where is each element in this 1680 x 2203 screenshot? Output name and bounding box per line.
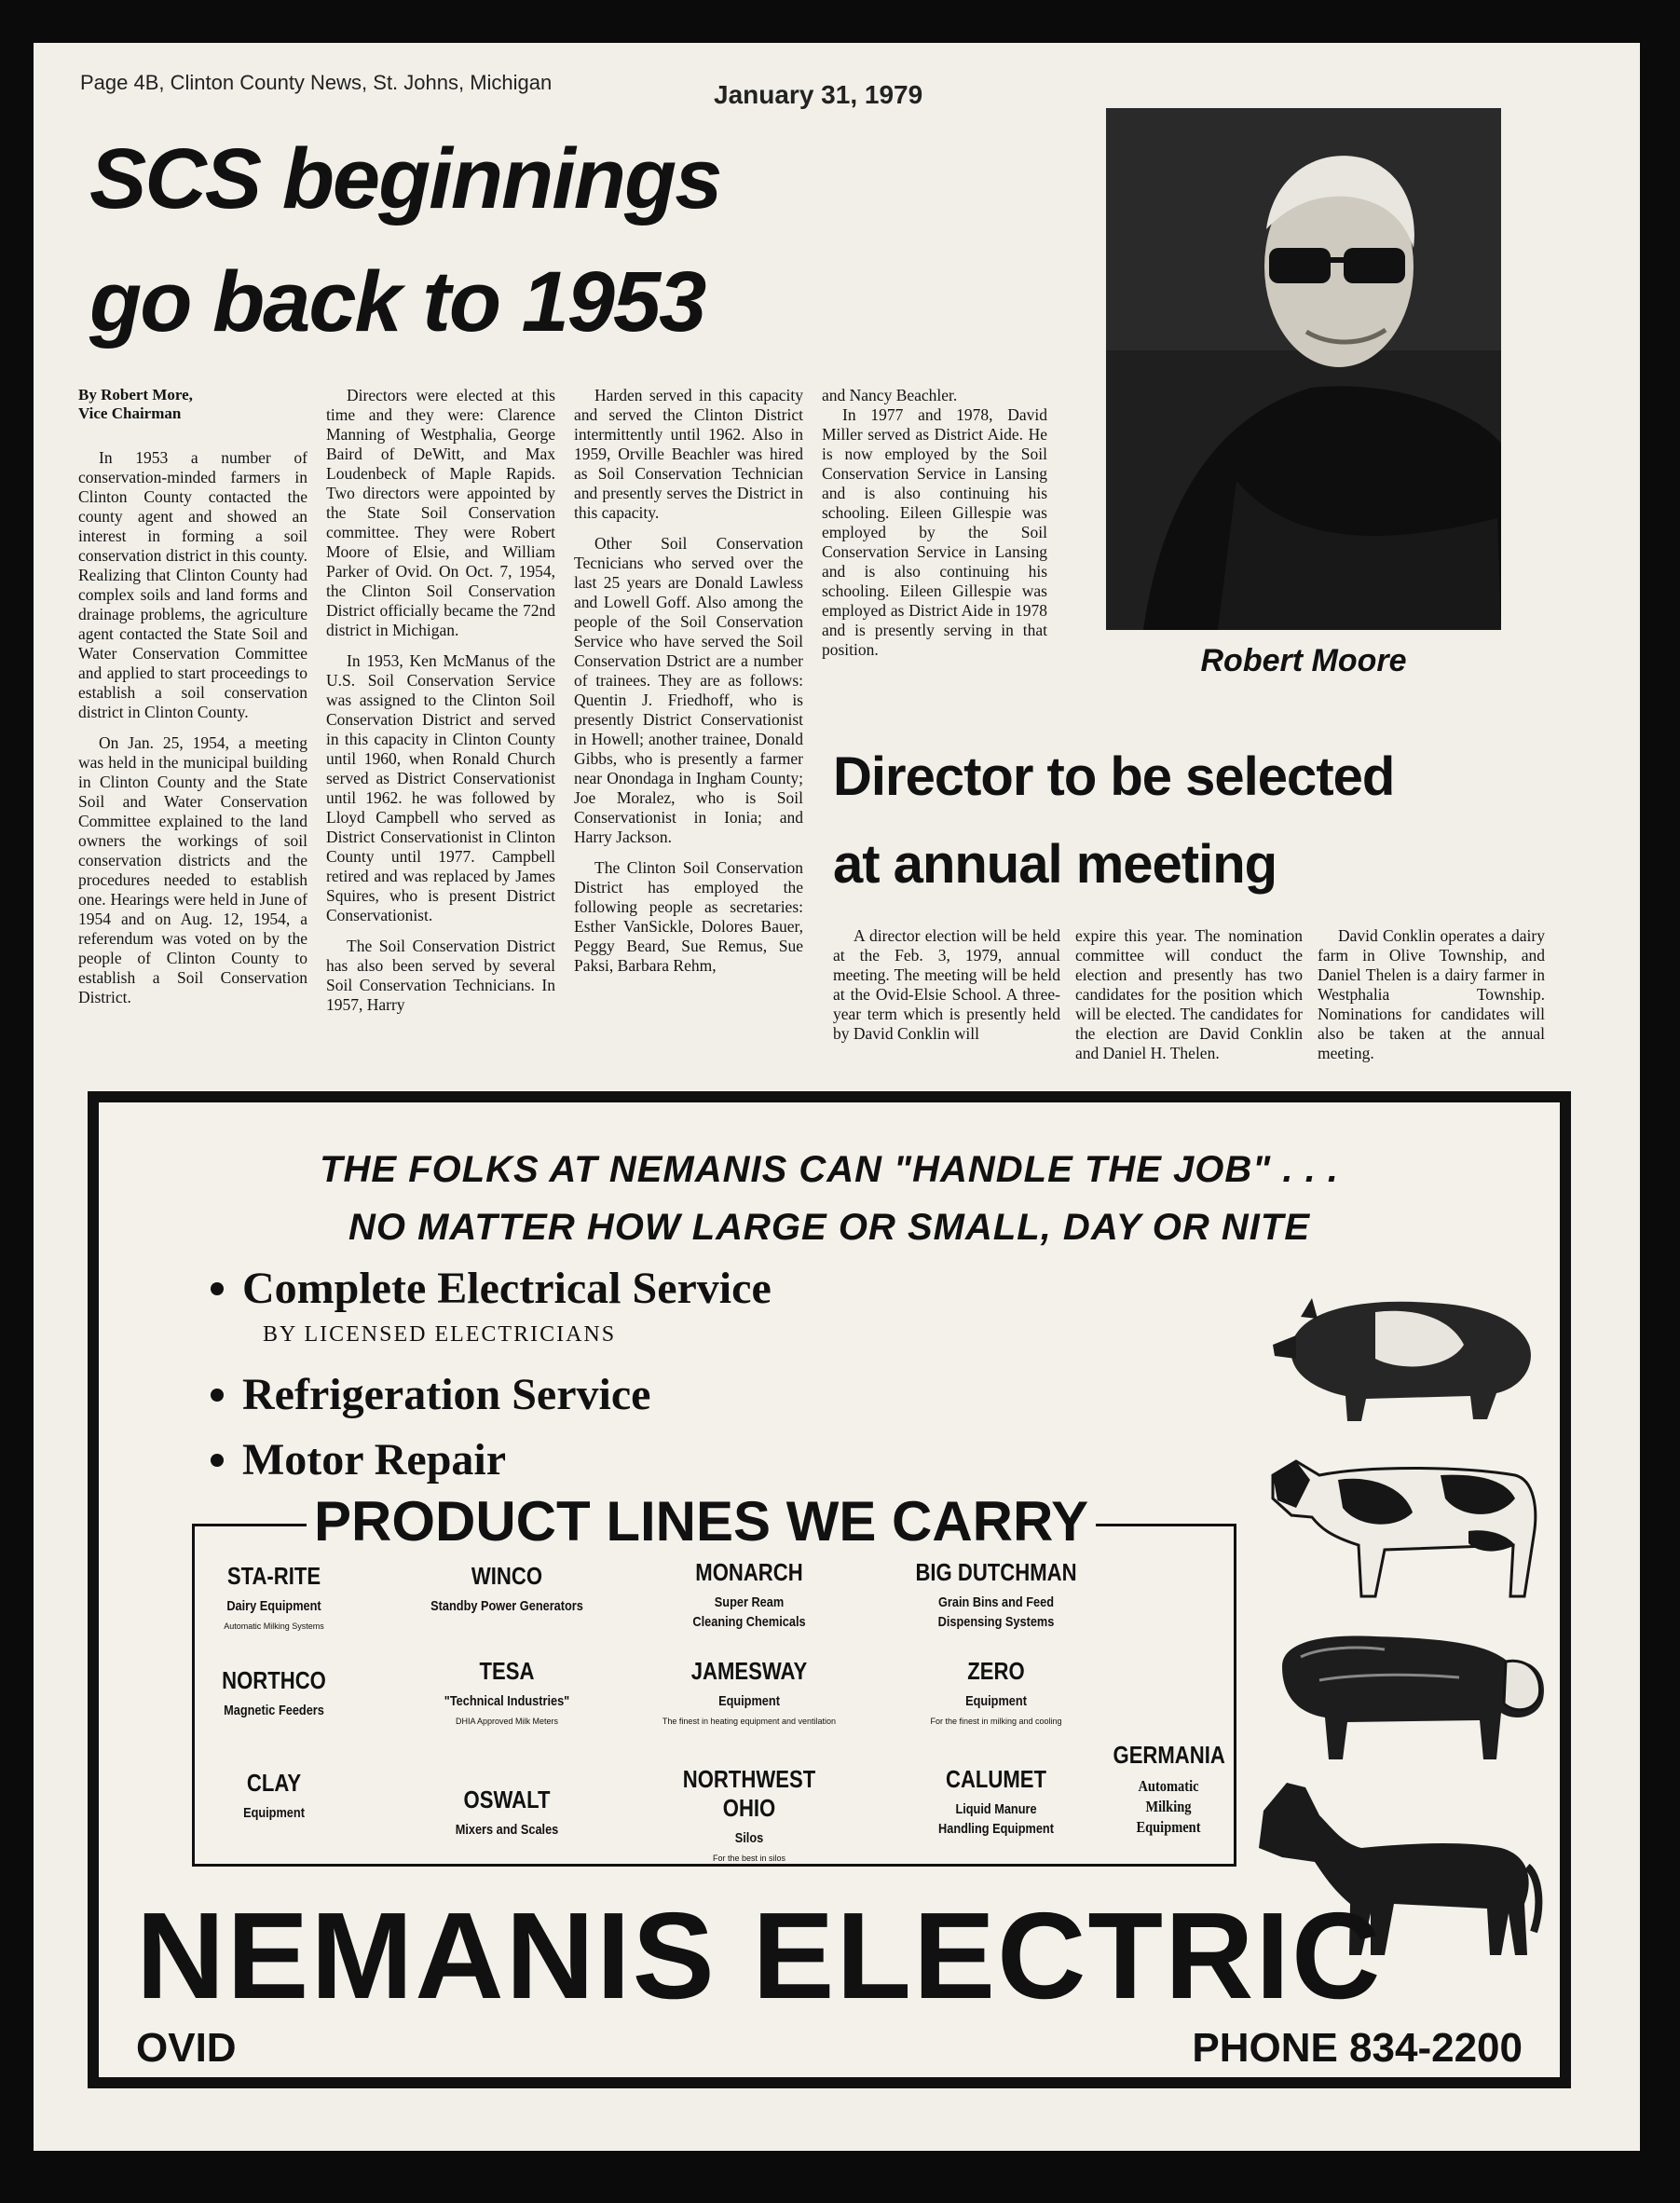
brand-tesa: TESA "Technical Industries" DHIA Approved Milk Meters xyxy=(444,1657,570,1726)
company-town: OVID xyxy=(136,2025,237,2071)
company-name: NEMANIS ELECTRIC xyxy=(136,1887,1383,2024)
product-lines-title: PRODUCT LINES WE CARRY xyxy=(307,1489,1096,1553)
bullet-icon xyxy=(211,1454,224,1467)
paragraph: In 1977 and 1978, David Miller served as District Aide. He is now employed by the Soil Conservation Service in Lansing and is also continuing his schooling. Eileen Gillespie was employed by the Soil Conservation Service in Lansing and is also continuing his schooling. Eileen Gillespie was employed as District Aide in 1978 and is presently serving in that position. xyxy=(822,405,1047,659)
portrait-photo xyxy=(1106,108,1501,630)
page-folio: Page 4B, Clinton County News, St. Johns, Michigan xyxy=(80,71,553,94)
article-column-4 xyxy=(822,386,1047,660)
brand-germania: GERMANIA Automatic Milking Equipment xyxy=(1113,1741,1225,1836)
article-column-1 xyxy=(78,386,307,1007)
brand-clay: CLAY Equipment xyxy=(243,1769,305,1821)
bullet-icon xyxy=(211,1389,224,1402)
paragraph: The Clinton Soil Conservation District has employed the following people as secretaries: Esther VanSickle, Dolores Bauer, Peggy Beard, Sue Remus, Sue Paksi, Barbara Rehm, xyxy=(574,858,803,975)
cow-illustration xyxy=(1254,1443,1552,1601)
newspaper-page xyxy=(34,43,1640,2151)
paragraph: Directors were elected at this time and they were: Clarence Manning of Westphalia, George Baird of DeWitt, and Max Loudenbeck of Maple Rapids. Two directors were appointed by the State Soil Conservation committee. They were Robert Moore of Elsie, and William Parker of Ovid. On Oct. 7, 1954, the Clinton Soil Conservation District officially became the 72nd district in Michigan. xyxy=(326,386,555,639)
brand-zero: ZERO Equipment For the finest in milking and cooling xyxy=(930,1657,1062,1726)
bullet-icon xyxy=(211,1282,224,1295)
photo-caption: Robert Moore xyxy=(1200,643,1407,678)
product-lines-box xyxy=(192,1490,1236,1867)
paragraph: A director election will be held at the Feb. 3, 1979, annual meeting. The meeting will be held at the Ovid-Elsie School. A three-year term which is presently held by David Conklin will xyxy=(833,926,1060,1043)
nemanis-electric-advertisement xyxy=(88,1091,1571,2088)
paragraph: and Nancy Beachler. xyxy=(822,386,958,404)
brand-monarch: MONARCH Super Ream Cleaning Chemicals xyxy=(692,1558,806,1630)
page-date: January 31, 1979 xyxy=(714,80,923,109)
company-phone: PHONE 834-2200 xyxy=(1192,2025,1523,2071)
ad-headline-2: NO MATTER HOW LARGE OR SMALL, DAY OR NITE xyxy=(348,1207,1311,1248)
service-electrical: Complete Electrical Service xyxy=(211,1263,772,1314)
paragraph: In 1953, Ken McManus of the U.S. Soil Conservation Service was assigned to the Clinton Soil Conservation District and served in this capacity in Clinton County until 1960, when Ronald Church served as District Conservationist until 1962. he was followed by Lloyd Campbell who served as District Conservationist in Clinton County until 1977. Campbell retired and was replaced by James Squires, who is present District Conservationist. xyxy=(326,651,555,924)
article2-column-2 xyxy=(1075,926,1303,1063)
paragraph: In 1953 a number of conservation-minded farmers in Clinton County contacted the county agent and showed an interest in forming a soil conservation district in this county. Realizing that Clinton County had complex soils and land forms and drainage problems, the agriculture agent contacted the State Soil and Water Conservation Committee and applied to start proceedings to establish a soil conservation district in Clinton County. xyxy=(78,447,307,721)
brand-northwest-ohio: NORTHWEST OHIO Silos For the best in silos xyxy=(682,1765,816,1863)
article-column-2 xyxy=(326,386,555,1015)
brand-starite: STA-RITE Dairy Equipment Automatic Milking Systems xyxy=(224,1562,324,1631)
brand-winco: WINCO Standby Power Generators xyxy=(430,1562,583,1614)
brand-jamesway: JAMESWAY Equipment The finest in heating equipment and ventilation xyxy=(662,1657,837,1726)
paragraph: Harden served in this capacity and served the Clinton District intermittently until 1962. Also in 1959, Orville Beachler was hired as Soil Conservation Technician and presently serves the District in this capacity. xyxy=(574,386,803,522)
byline: By Robert More, Vice Chairman xyxy=(78,386,193,423)
article2-column-1 xyxy=(833,926,1060,1044)
ad-headline-1: THE FOLKS AT NEMANIS CAN "HANDLE THE JOB" . . . xyxy=(320,1149,1339,1190)
paragraph: expire this year. The nomination committee will conduct the election and presently has two candidates for the position which will be elected. The candidates for the election are David Conklin and Daniel H. Thelen. xyxy=(1075,926,1303,1062)
sheep-illustration xyxy=(1263,1620,1552,1769)
article2-column-3 xyxy=(1318,926,1545,1063)
brand-big-dutchman: BIG DUTCHMAN Grain Bins and Feed Dispensing Systems xyxy=(915,1558,1077,1630)
paragraph: David Conklin operates a dairy farm in Olive Township, and Daniel Thelen is a dairy farmer in Westphalia Township. Nominations for candidates will also be taken at the annual meeting. xyxy=(1318,926,1545,1062)
article-headline-line2: go back to 1953 xyxy=(89,254,705,349)
paragraph: On Jan. 25, 1954, a meeting was held in the municipal building in Clinton County and the State Soil and Water Conservation Committee explained to the land owners the workings of soil conservation districts and the procedures needed to establish one. Hearings were held in June of 1954 and on Aug. 12, 1954, a referendum was voted on by the people of Clinton County to establish a Soil Conservation District. xyxy=(78,732,307,1006)
pig-illustration xyxy=(1263,1279,1552,1429)
service-electrical-sub: BY LICENSED ELECTRICIANS xyxy=(263,1322,617,1347)
brand-northco: NORTHCO Magnetic Feeders xyxy=(222,1666,326,1718)
brand-oswalt: OSWALT Mixers and Scales xyxy=(455,1786,559,1838)
service-motor-repair: Motor Repair xyxy=(211,1434,506,1485)
article-column-3 xyxy=(574,386,803,976)
brand-calumet: CALUMET Liquid Manure Handling Equipment xyxy=(938,1765,1054,1837)
paragraph: Other Soil Conservation Tecnicians who served over the last 25 years are Donald Lawless and Lowell Goff. Also among the people of the Soil Conservation Service who have served the Soil Conservation Dstrict are a number of trainees. They are as follows: Quentin J. Friedhoff, who is presently District Conservationist in Howell; another trainee, Donald Gibbs, who is presently a farmer near Onondaga in Ingham County; Joe Moralez, who is Soil Conservationist in Ionia; and Harry Jackson. xyxy=(574,534,803,846)
article-headline-line1: SCS beginnings xyxy=(89,131,721,226)
paragraph: The Soil Conservation District has also been served by several Soil Conservation Technicians. In 1957, Harry xyxy=(326,937,555,1014)
article2-headline-line2: at annual meeting xyxy=(833,834,1277,895)
article2-headline-line1: Director to be selected xyxy=(833,746,1395,807)
service-refrigeration: Refrigeration Service xyxy=(211,1369,650,1420)
